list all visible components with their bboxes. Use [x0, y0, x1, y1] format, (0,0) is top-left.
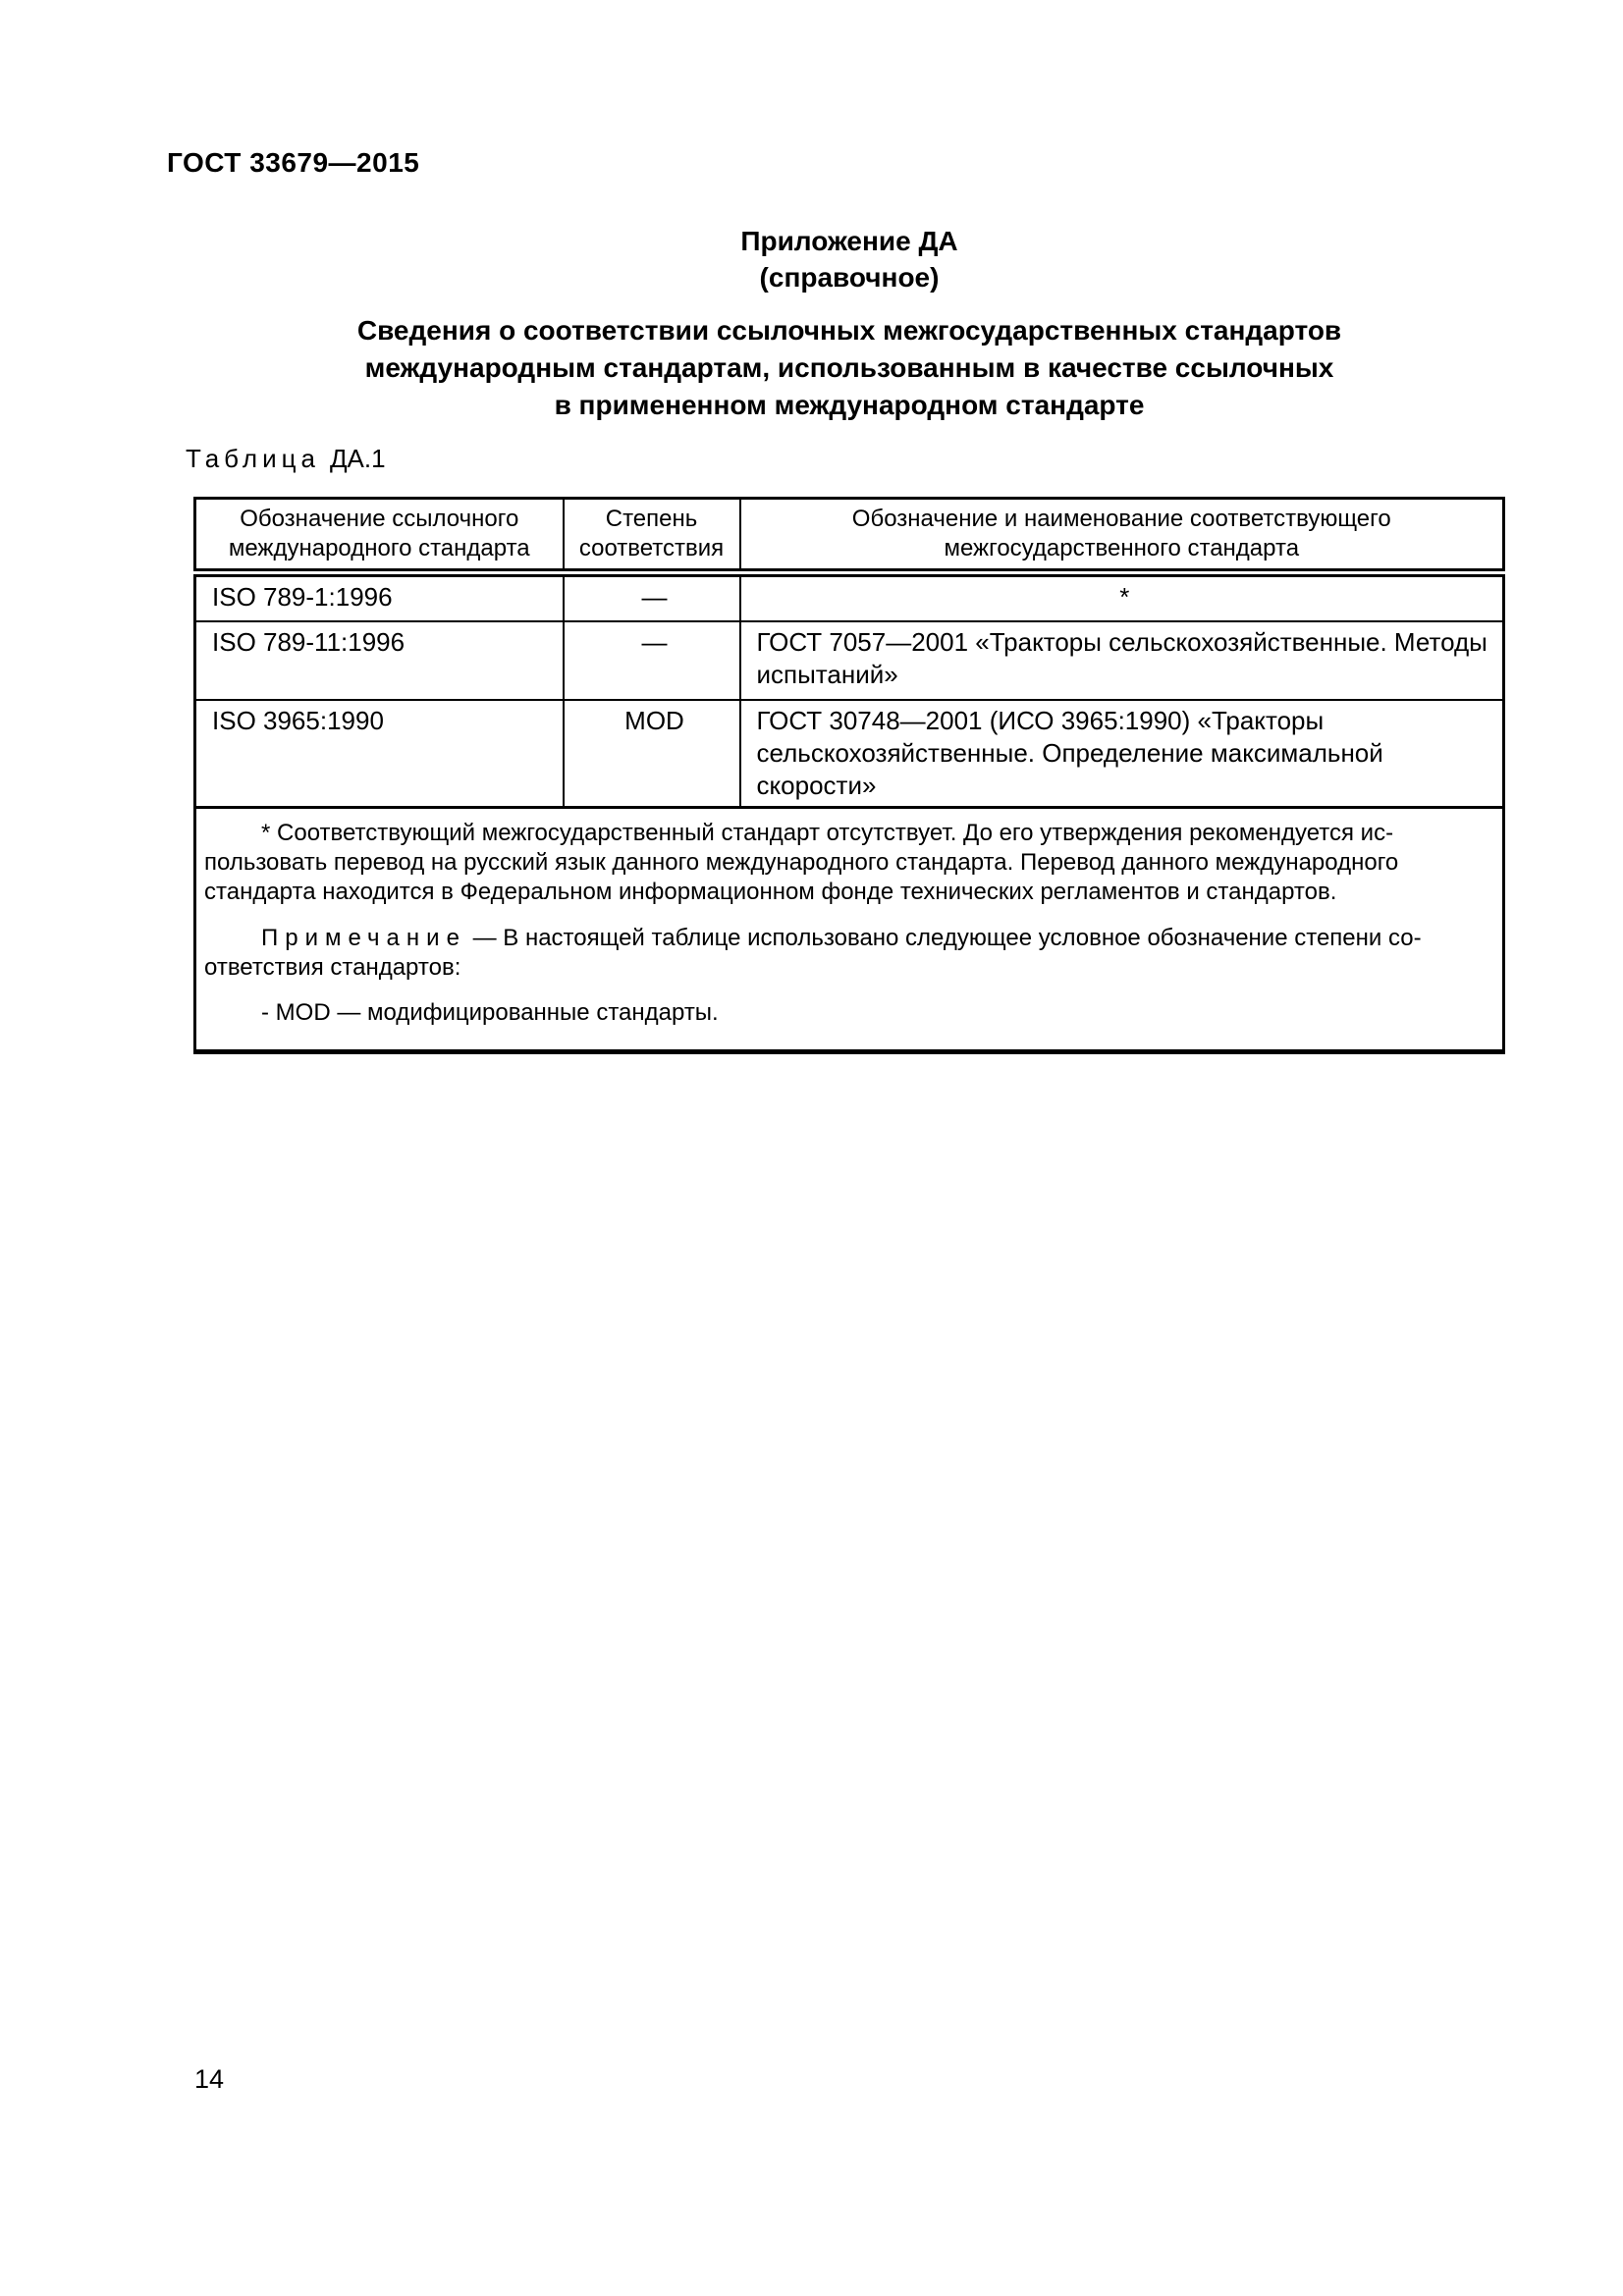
- cell-reference-standard: ISO 3965:1990: [195, 700, 564, 808]
- table-caption-word: Таблица: [186, 444, 320, 473]
- cell-degree: —: [564, 573, 740, 622]
- appendix-heading: [193, 223, 1505, 295]
- footnote-text: * Соответствующий межгосударственный стандарт отсутствует. До его утверждения рекомендуется использовать перевод на русский язык данного международного стандарта. Перевод данного международного стандарта находится в Федеральном информационном фонде технических регламентов и стандартов.: [204, 820, 1399, 905]
- doc-number: ГОСТ 33679—2015: [167, 147, 420, 178]
- correspondence-table: [193, 497, 1505, 1054]
- cell-corresponding-standard: ГОСТ 30748—2001 (ИСО 3965:1990) «Тракторы сельскохозяйственные. Определение максимальной скорости»: [740, 700, 1504, 808]
- table-footnote-row: [195, 808, 1504, 1052]
- table-caption: [186, 444, 386, 474]
- table-row: [195, 621, 1504, 700]
- appendix-title: [193, 312, 1505, 424]
- appendix-kind: (справочное): [759, 262, 940, 293]
- table-caption-number: ДА.1: [329, 444, 386, 473]
- note-paragraph: [204, 924, 1488, 983]
- appendix-label: Приложение ДА: [740, 226, 958, 256]
- cell-corresponding-standard: *: [740, 573, 1504, 622]
- cell-reference-standard: ISO 789-11:1996: [195, 621, 564, 700]
- appendix-title-line-1: Сведения о соответствии ссылочных межгосударственных стандартов: [356, 315, 1342, 346]
- appendix-title-line-2: международным стандартам, использованным в качестве ссылочных: [364, 352, 1334, 383]
- header-cell-corresponding-standard: Обозначение и наименование соответствующего межгосударственного стандарта: [740, 499, 1504, 573]
- table-row: [195, 573, 1504, 622]
- header-cell-degree: Степень соответствия: [564, 499, 740, 573]
- cell-degree: —: [564, 621, 740, 700]
- note-text: — В настоящей таблице использовано следующее условное обозначение степени соответствия стандартов:: [204, 925, 1422, 981]
- page-number: 14: [194, 2064, 225, 2094]
- note-item-mod: - MOD — модифицированные стандарты.: [261, 999, 719, 1026]
- appendix-title-line-3: в примененном международном стандарте: [554, 390, 1145, 420]
- table-row: [195, 700, 1504, 808]
- note-label: Примечание: [261, 925, 466, 951]
- table-header-row: [195, 499, 1504, 573]
- cell-reference-standard: ISO 789-1:1996: [195, 573, 564, 622]
- cell-degree: MOD: [564, 700, 740, 808]
- header-cell-reference-standard: Обозначение ссылочного международного стандарта: [195, 499, 564, 573]
- cell-corresponding-standard: ГОСТ 7057—2001 «Тракторы сельскохозяйственные. Методы испытаний»: [740, 621, 1504, 700]
